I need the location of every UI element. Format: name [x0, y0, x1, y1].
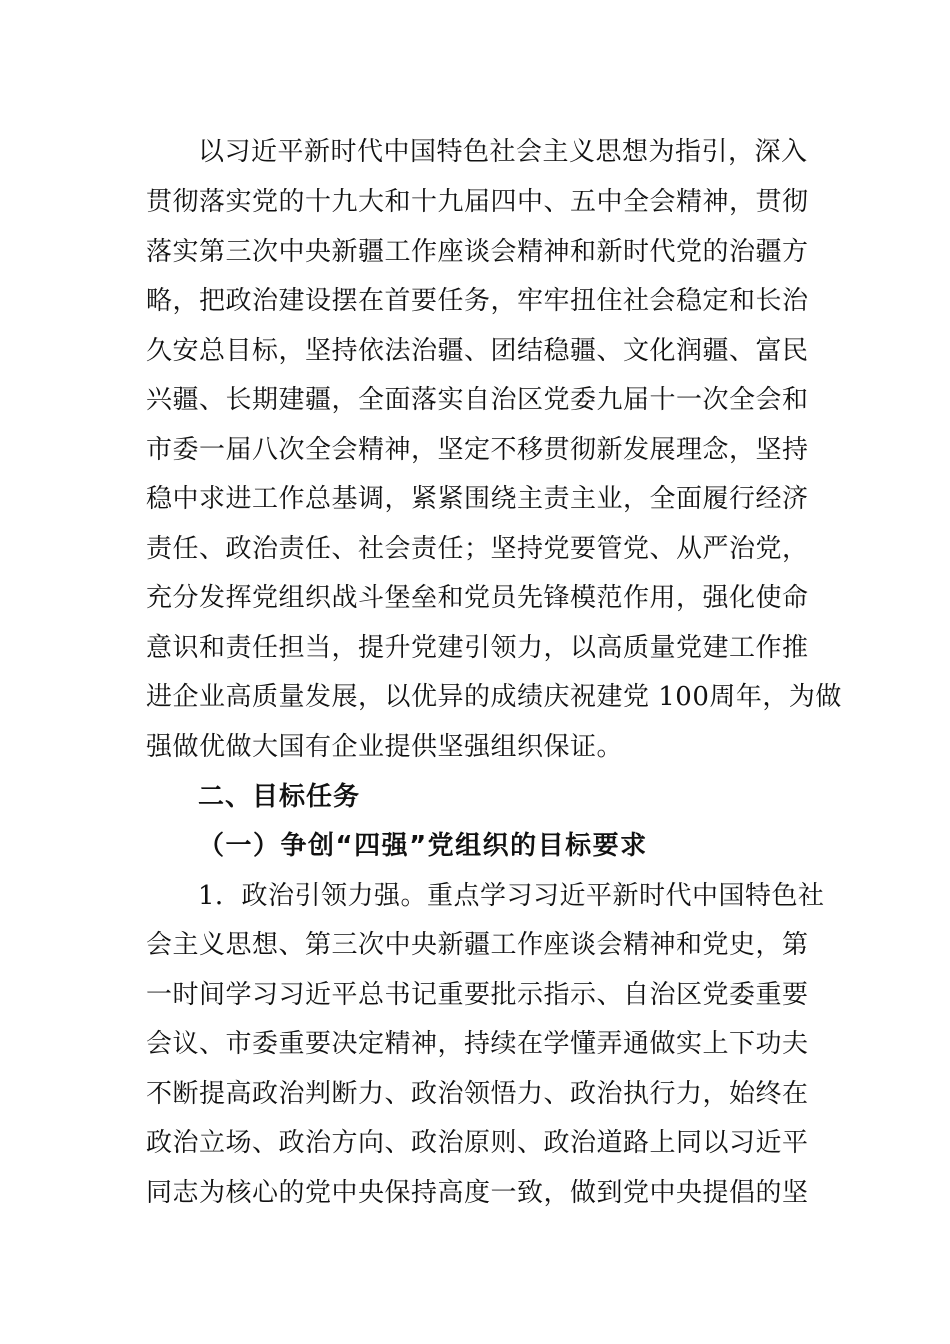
- paragraph-line: 充分发挥党组织战斗堡垒和党员先锋模范作用，强化使命: [146, 583, 809, 613]
- paragraph-line: 意识和责任担当，提升党建引领力，以高质量党建工作推: [146, 633, 809, 663]
- paragraph-line: 会议、市委重要决定精神，持续在学懂弄通做实上下功夫: [146, 1029, 809, 1059]
- paragraph-line: 以习近平新时代中国特色社会主义思想为指引，深入: [198, 137, 808, 167]
- paragraph-line: 略，把政治建设摆在首要任务，牢牢扭住社会稳定和长治: [146, 286, 809, 316]
- paragraph-line: 一时间学习习近平总书记重要批示指示、自治区党委重要: [146, 980, 809, 1010]
- paragraph-line: 不断提高政治判断力、政治领悟力、政治执行力，始终在: [146, 1079, 809, 1109]
- section-heading: 二、目标任务: [198, 782, 361, 812]
- paragraph-line: 落实第三次中央新疆工作座谈会精神和新时代党的治疆方: [146, 237, 809, 267]
- paragraph-line: 兴疆、长期建疆，全面落实自治区党委九届十一次全会和: [146, 385, 809, 415]
- paragraph-line: 政治立场、政治方向、政治原则、政治道路上同以习近平: [146, 1128, 809, 1158]
- paragraph-line: 市委一届八次全会精神，坚定不移贯彻新发展理念，坚持: [146, 435, 809, 465]
- subsection-heading: （一）争创“四强”党组织的目标要求: [198, 831, 648, 861]
- paragraph-line: 责任、政治责任、社会责任；坚持党要管党、从严治党，: [146, 534, 809, 564]
- paragraph-line: 久安总目标，坚持依法治疆、团结稳疆、文化润疆、富民: [146, 336, 809, 366]
- paragraph-line: 1．政治引领力强。重点学习习近平新时代中国特色社: [198, 881, 825, 911]
- paragraph-line: 强做优做大国有企业提供坚强组织保证。: [146, 732, 624, 762]
- paragraph-line: 进企业高质量发展，以优异的成绩庆祝建党 100周年，为做: [146, 682, 842, 712]
- paragraph-line: 贯彻落实党的十九大和十九届四中、五中全会精神，贯彻: [146, 187, 809, 217]
- paragraph-line: 同志为核心的党中央保持高度一致，做到党中央提倡的坚: [146, 1178, 809, 1208]
- paragraph-line: 稳中求进工作总基调，紧紧围绕主责主业，全面履行经济: [146, 484, 809, 514]
- paragraph-line: 会主义思想、第三次中央新疆工作座谈会精神和党史，第: [146, 930, 809, 960]
